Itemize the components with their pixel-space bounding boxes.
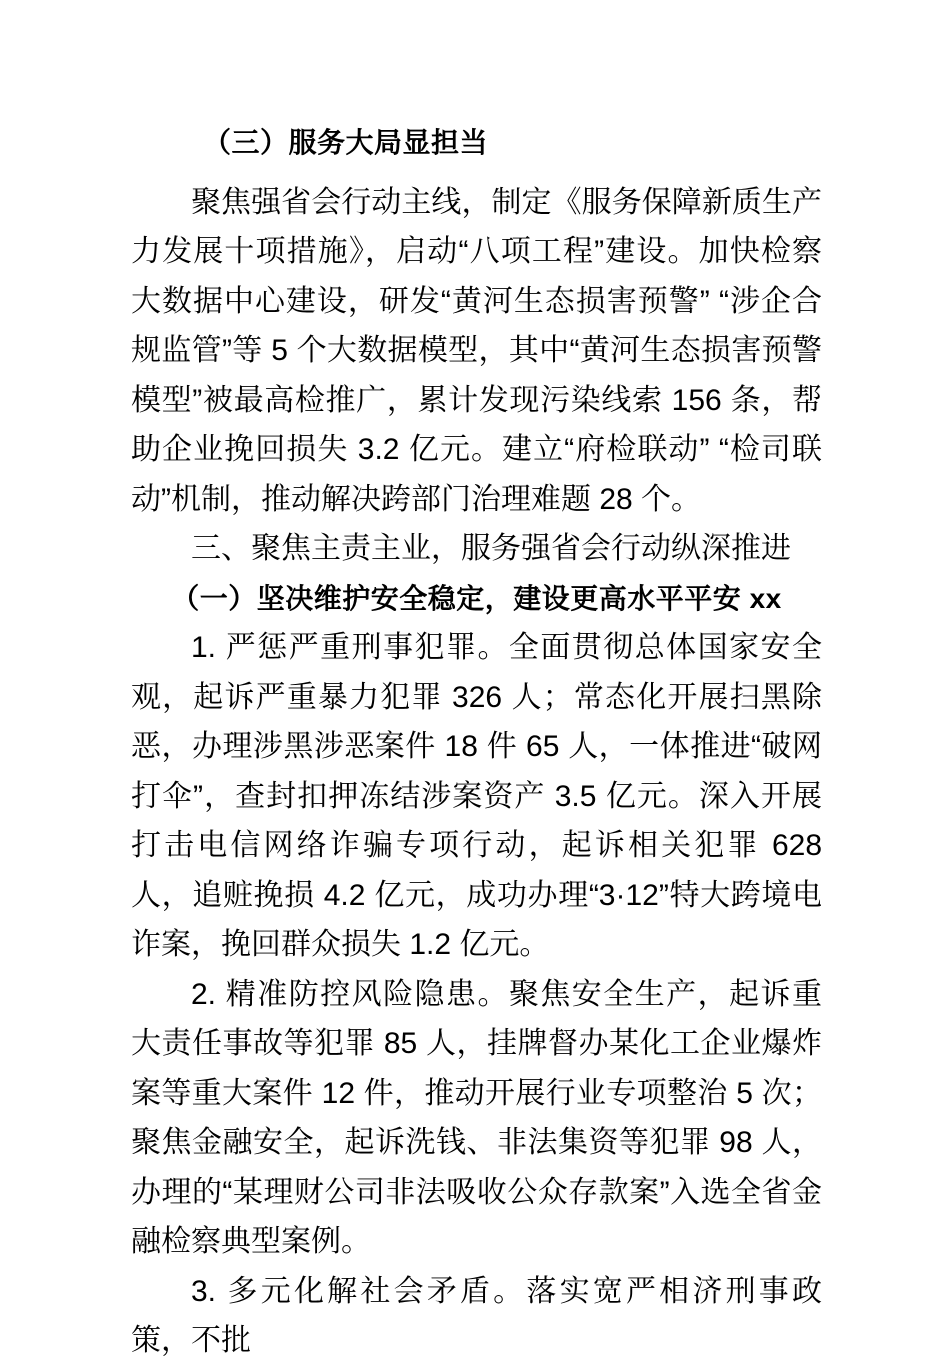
section-heading-safety-stability: （一）坚决维护安全稳定，建设更高水平平安 xx <box>171 582 782 614</box>
document-content <box>131 118 822 1366</box>
paragraph-resolve-conflicts: 3. 多元化解社会矛盾。落实宽严相济刑事政策，不批 <box>131 1274 822 1357</box>
paragraph-risk-prevention: 2. 精准防控风险隐患。聚焦安全生产，起诉重大责任事故等犯罪 85 人，挂牌督办某化工企业爆炸案等重大案件 12 件，推动开展行业专项整治 5 次；聚焦金融安全，起诉洗钱、非法集资等犯罪 98 人，办理的“某理财公司非法吸收公众存款案”入选全省金融检察典型案例。 <box>131 977 822 1258</box>
paragraph-strong-capital-action: 聚焦强省会行动主线，制定《服务保障新质生产力发展十项措施》，启动“八项工程”建设。加快检察大数据中心建设，研发“黄河生态损害预警” “涉企合规监管”等 5 个大数据模型，其中“黄河生态损害预警模型”被最高检推广，累计发现污染线索 156 条，帮助企业挽回损失 3.2 亿元。建立“府检联动” “检司联动”机制，推动解决跨部门治理难题 28 个。 <box>131 185 822 516</box>
section-heading-serve-overall: （三）服务大局显担当 <box>203 127 489 158</box>
paragraph-punish-crimes: 1. 严惩严重刑事犯罪。全面贯彻总体国家安全观，起诉严重暴力犯罪 326 人；常态化开展扫黑除恶，办理涉黑涉恶案件 18 件 65 人，一体推进“破网打伞”，查封扣押冻结涉案资产 3.5 亿元。深入开展打击电信网络诈骗专项行动，起诉相关犯罪 628 人，追赃挽损 4.2 亿元，成功办理“3·12”特大跨境电诈案，挽回群众损失 1.2 亿元。 <box>131 631 822 961</box>
chapter-heading-main-duties: 三、聚焦主责主业，服务强省会行动纵深推进 <box>191 532 791 565</box>
